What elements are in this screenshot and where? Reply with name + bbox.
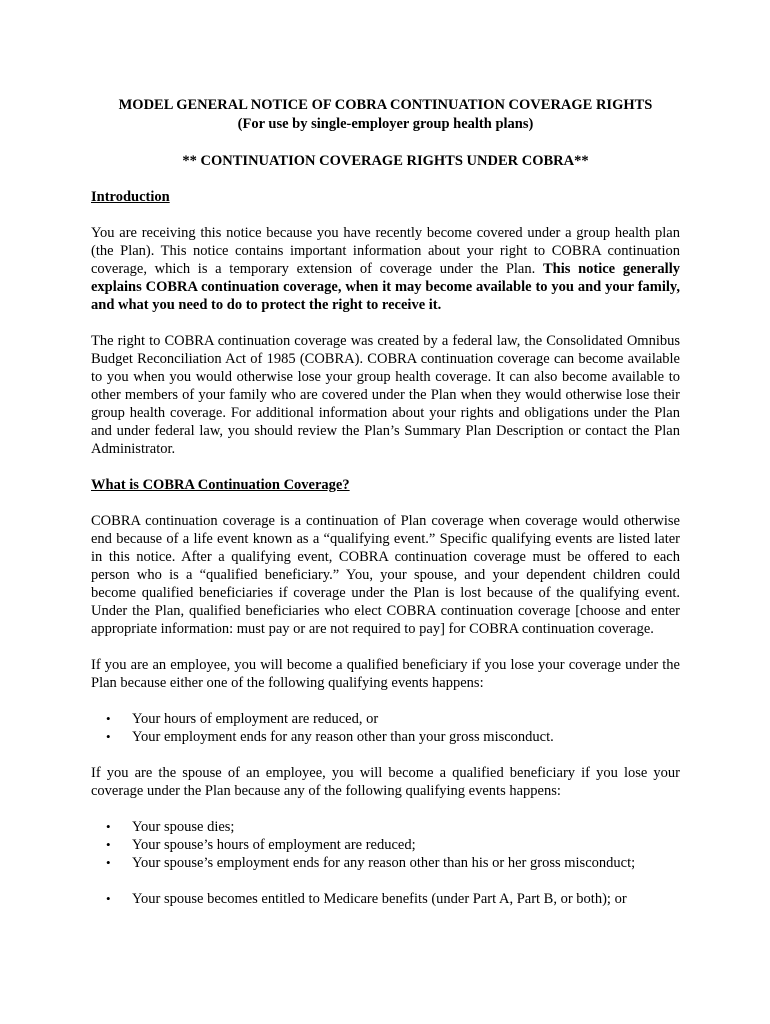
spouse-events-list-continued	[91, 890, 680, 908]
list-item: • Your spouse dies;	[106, 819, 235, 835]
bullet-icon: •	[106, 711, 111, 726]
introduction-paragraph-1-regular: You are receiving this notice because you have recently become covered under a group health plan (the Plan). This notice contains important information about your right to COBRA continuation coverage, which is a temporary extension of coverage under the Plan.	[91, 225, 680, 277]
employee-qualifying-intro: If you are an employee, you will become a qualified beneficiary if you lose your coverage under the Plan because either one of the following qualifying events happens:	[91, 657, 680, 691]
section-banner: ** CONTINUATION COVERAGE RIGHTS UNDER COBRA**	[182, 153, 589, 169]
what-is-cobra-heading: What is COBRA Continuation Coverage?	[91, 477, 350, 493]
bullet-icon: •	[106, 837, 111, 852]
list-item: • Your hours of employment are reduced, or	[106, 711, 379, 727]
spouse-events-list	[91, 818, 680, 872]
employee-events-list	[91, 710, 680, 746]
bullet-icon: •	[106, 855, 111, 870]
what-is-cobra-paragraph: COBRA continuation coverage is a continuation of Plan coverage when coverage would otherwise end because of a life event known as a “qualifying event.” Specific qualifying events are listed later in this notice. After a qualifying event, COBRA continuation coverage must be offered to each person who is a “qualified beneficiary.” You, your spouse, and your dependent children could become qualified beneficiaries if coverage under the Plan is lost because of the qualifying event. Under the Plan, qualified beneficiaries who elect COBRA continuation coverage [choose and enter appropriate information: must pay or are not required to pay] for COBRA continuation coverage.	[91, 513, 680, 637]
spouse-qualifying-intro: If you are the spouse of an employee, you will become a qualified beneficiary if you lose your coverage under the Plan because any of the following qualifying events happens:	[91, 765, 680, 799]
introduction-heading: Introduction	[91, 189, 170, 205]
notice-subtitle: (For use by single-employer group health plans)	[237, 116, 534, 132]
list-item: • Your spouse becomes entitled to Medicare benefits (under Part A, Part B, or both); or	[106, 891, 627, 907]
list-item: • Your spouse’s hours of employment are reduced;	[106, 837, 416, 853]
introduction-paragraph-1-bold: This notice generally explains COBRA continuation coverage, when it may become available to you and your family, and what you need to do to protect the right to receive it.	[91, 261, 680, 313]
introduction-paragraph-1	[91, 224, 680, 314]
bullet-icon: •	[106, 819, 111, 834]
list-item: • Your employment ends for any reason other than your gross misconduct.	[106, 729, 554, 745]
list-item: • Your spouse’s employment ends for any reason other than his or her gross misconduct;	[106, 855, 636, 871]
introduction-paragraph-2: The right to COBRA continuation coverage was created by a federal law, the Consolidated Omnibus Budget Reconciliation Act of 1985 (COBRA). COBRA continuation coverage can become available to you when you would otherwise lose your group health coverage. It can also become available to other members of your family who are covered under the Plan when they would otherwise lose their group health coverage. For additional information about your rights and obligations under the Plan and under federal law, you should review the Plan’s Summary Plan Description or contact the Plan Administrator.	[91, 333, 680, 457]
document-page	[91, 96, 680, 908]
notice-title: MODEL GENERAL NOTICE OF COBRA CONTINUATION COVERAGE RIGHTS	[118, 97, 653, 113]
bullet-icon: •	[106, 891, 111, 906]
bullet-icon: •	[106, 729, 111, 744]
